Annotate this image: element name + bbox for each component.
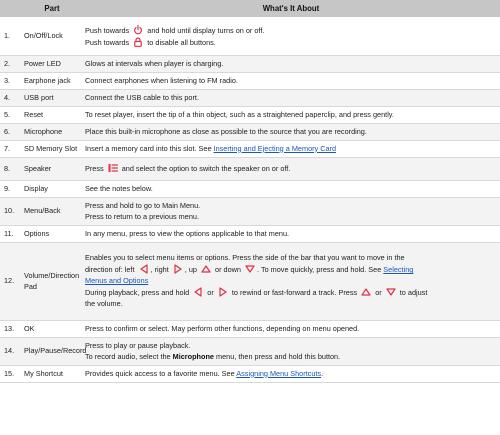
- table-row: [0, 107, 500, 124]
- description-text: or: [373, 287, 384, 297]
- row-part-name: Menu/Back: [22, 198, 82, 226]
- description-line: [85, 299, 497, 310]
- arrow-left-icon: [193, 287, 203, 297]
- table-body: [0, 18, 500, 383]
- description-line: [85, 253, 497, 264]
- row-description: [82, 198, 500, 226]
- description-text: menu, then press and hold this button.: [213, 351, 341, 361]
- description-text: Connect the USB cable to this port.: [85, 92, 199, 102]
- description-text: and hold until display turns on or off.: [145, 25, 265, 35]
- description-text: and select the option to switch the speaker on or off.: [119, 164, 291, 174]
- cross-reference-link[interactable]: Inserting and Ejecting a Memory Card: [213, 143, 337, 153]
- table-row: [0, 321, 500, 338]
- row-number: 4.: [0, 90, 22, 107]
- description-line: [85, 324, 497, 335]
- arrow-up-icon: [361, 287, 371, 297]
- description-line: [85, 341, 497, 352]
- row-description: [82, 226, 500, 243]
- row-part-name: OK: [22, 321, 82, 338]
- description-line: [85, 37, 497, 49]
- description-line: [85, 264, 497, 276]
- row-description: [82, 338, 500, 366]
- description-line: [85, 25, 497, 37]
- menu-icon: [108, 163, 118, 173]
- description-line: [85, 229, 497, 240]
- row-description: [82, 73, 500, 90]
- row-number: 5.: [0, 107, 22, 124]
- table-row: [0, 366, 500, 383]
- description-line: [85, 163, 497, 175]
- table-row: [0, 158, 500, 181]
- row-description: [82, 90, 500, 107]
- description-text: In any menu, press to view the options applicable to that menu.: [85, 228, 290, 238]
- row-number: 2.: [0, 56, 22, 73]
- row-number: 15.: [0, 366, 22, 383]
- table-row: [0, 124, 500, 141]
- cross-reference-link[interactable]: Menus and Options: [85, 276, 149, 286]
- row-number: 14.: [0, 338, 22, 366]
- description-text: direction of: left: [85, 265, 137, 275]
- description-text: See the notes below.: [85, 183, 153, 193]
- table-header-row: [0, 0, 500, 18]
- table-row: [0, 73, 500, 90]
- arrow-down-icon: [386, 287, 396, 297]
- description-text: Enables you to select menu items or options. Press the side of the bar that you want to move in the: [85, 253, 405, 263]
- row-description: [82, 141, 500, 158]
- table-row: [0, 141, 500, 158]
- description-line: [85, 276, 497, 287]
- description-line: [85, 184, 497, 195]
- description-line: [85, 352, 497, 363]
- description-line: [85, 144, 497, 155]
- description-text: Connect earphones when listening to FM radio.: [85, 75, 238, 85]
- cross-reference-link[interactable]: Assigning Menu Shortcuts: [236, 368, 322, 378]
- menu-name-emphasis: Microphone: [172, 351, 214, 361]
- description-text: Push towards: [85, 37, 132, 47]
- description-text: or: [205, 287, 216, 297]
- row-description: [82, 56, 500, 73]
- description-text: Press: [85, 164, 106, 174]
- description-line: [85, 287, 497, 299]
- description-line: [85, 59, 497, 70]
- table-row: [0, 338, 500, 366]
- description-text: During playback, press and hold: [85, 287, 192, 297]
- row-description: [82, 158, 500, 181]
- row-number: 6.: [0, 124, 22, 141]
- description-text: the volume.: [85, 298, 123, 308]
- row-number: 3.: [0, 73, 22, 90]
- row-part-name: Options: [22, 226, 82, 243]
- row-description: [82, 321, 500, 338]
- row-number: 10.: [0, 198, 22, 226]
- description-text: To reset player, insert the tip of a thin object, such as a straightened paperclip, and press gently.: [85, 109, 394, 119]
- description-text: .: [321, 368, 324, 378]
- table-row: [0, 198, 500, 226]
- cross-reference-link[interactable]: Selecting: [383, 265, 414, 275]
- arrow-down-icon: [245, 264, 255, 274]
- description-line: [85, 127, 497, 138]
- row-part-name: Reset: [22, 107, 82, 124]
- row-part-name: On/Off/Lock: [22, 18, 82, 56]
- row-part-name: Speaker: [22, 158, 82, 181]
- description-text: to rewind or fast-forward a track. Press: [229, 287, 360, 297]
- row-part-name: Microphone: [22, 124, 82, 141]
- row-number: 9.: [0, 181, 22, 198]
- row-number: 11.: [0, 226, 22, 243]
- description-text: Provides quick access to a favorite menu. See: [85, 368, 237, 378]
- row-description: [82, 366, 500, 383]
- description-text: To record audio, select the: [85, 351, 173, 361]
- arrow-right-icon: [218, 287, 228, 297]
- description-line: [85, 76, 497, 87]
- table-row: [0, 243, 500, 321]
- description-text: Place this built-in microphone as close as possible to the source that you are recording.: [85, 126, 367, 136]
- description-text: Push towards: [85, 25, 132, 35]
- row-description: [82, 181, 500, 198]
- row-description: [82, 124, 500, 141]
- row-number: 13.: [0, 321, 22, 338]
- row-part-name: Display: [22, 181, 82, 198]
- description-text: Glows at intervals when player is charging.: [85, 58, 224, 68]
- description-text: Press to play or pause playback.: [85, 340, 191, 350]
- description-text: to disable all buttons.: [145, 37, 216, 47]
- row-number: 1.: [0, 18, 22, 56]
- row-part-name: Volume/Direction Pad: [22, 243, 82, 321]
- description-line: [85, 93, 497, 104]
- description-line: [85, 212, 497, 223]
- description-text: , up: [184, 265, 199, 275]
- header-about: What's It About: [82, 0, 500, 18]
- header-part: Part: [22, 0, 82, 18]
- description-text: Insert a memory card into this slot. See: [85, 143, 214, 153]
- row-number: 12.: [0, 243, 22, 321]
- description-text: or down: [213, 265, 244, 275]
- arrow-right-icon: [173, 264, 183, 274]
- description-line: [85, 110, 497, 121]
- row-description: [82, 243, 500, 321]
- row-part-name: Earphone jack: [22, 73, 82, 90]
- row-part-name: My Shortcut: [22, 366, 82, 383]
- description-text: Press to confirm or select. May perform other functions, depending on menu opened.: [85, 323, 360, 333]
- description-text: . To move quickly, press and hold. See: [257, 265, 384, 275]
- table-row: [0, 181, 500, 198]
- table-row: [0, 90, 500, 107]
- row-number: 7.: [0, 141, 22, 158]
- row-description: [82, 107, 500, 124]
- arrow-left-icon: [139, 264, 149, 274]
- description-line: [85, 201, 497, 212]
- row-part-name: Power LED: [22, 56, 82, 73]
- row-part-name: USB port: [22, 90, 82, 107]
- row-part-name: SD Memory Slot: [22, 141, 82, 158]
- lock-icon: [133, 37, 143, 47]
- arrow-up-icon: [201, 264, 211, 274]
- row-part-name: Play/Pause/Record: [22, 338, 82, 366]
- power-icon: [133, 25, 143, 35]
- description-text: Press to return to a previous menu.: [85, 211, 199, 221]
- table-row: [0, 56, 500, 73]
- table-row: [0, 18, 500, 56]
- description-text: , right: [150, 265, 171, 275]
- description-text: Press and hold to go to Main Menu.: [85, 200, 201, 210]
- description-line: [85, 369, 497, 380]
- row-description: [82, 18, 500, 56]
- header-number: [0, 0, 22, 18]
- description-text: to adjust: [397, 287, 428, 297]
- table-row: [0, 226, 500, 243]
- row-number: 8.: [0, 158, 22, 181]
